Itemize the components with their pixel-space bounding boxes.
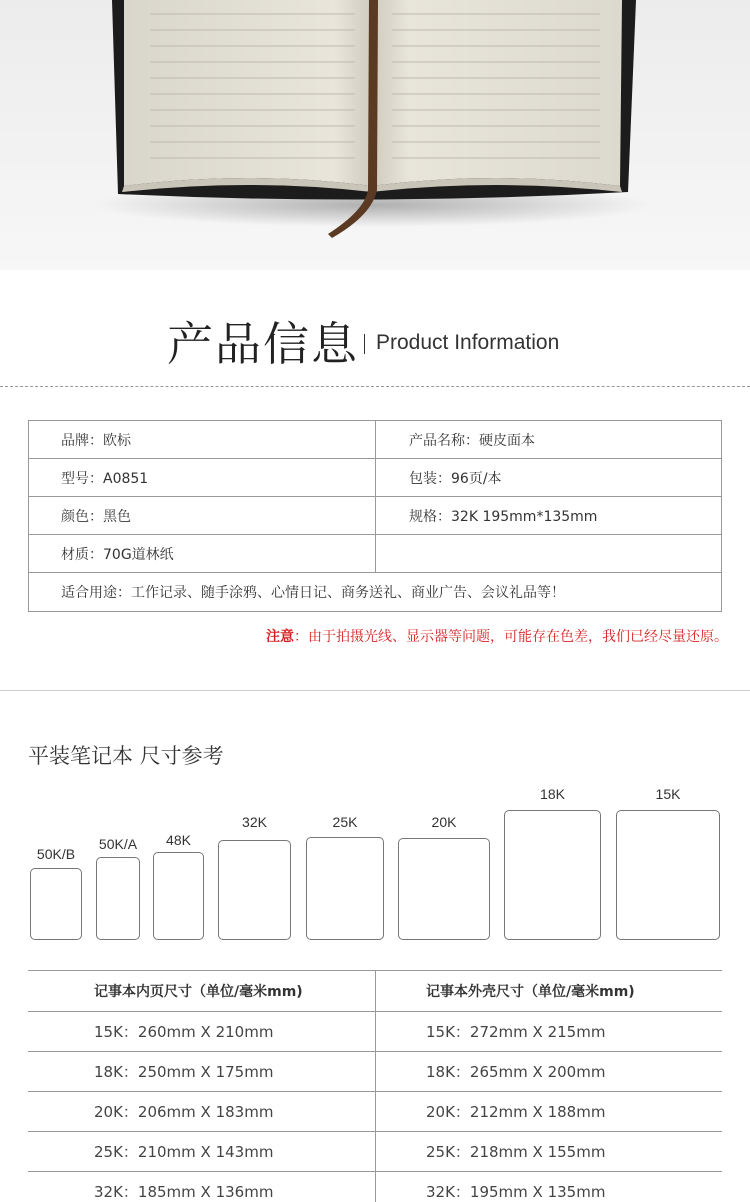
- size-label-20k: 20K: [431, 814, 457, 830]
- size-label-50kb: 50K/B: [36, 846, 76, 862]
- inner-size-cell: 18K：250mm X 175mm: [94, 1063, 274, 1081]
- product-name-cell: 产品名称：硬皮面本: [375, 421, 721, 458]
- brand-cell: 品牌：欧标: [61, 432, 131, 449]
- color-cell: 颜色：黑色: [61, 508, 131, 525]
- empty-cell: [375, 535, 721, 572]
- notebook-shape-20k: [398, 838, 490, 940]
- table-row: [29, 535, 721, 573]
- usage-cell: 适合用途：工作记录、随手涂鸦、心情日记、商务送礼、商业广告、会议礼品等！: [61, 585, 565, 601]
- size-label-18k: 18K: [540, 786, 565, 802]
- section-title-en: Product Information: [376, 331, 560, 354]
- title-divider: [364, 334, 365, 354]
- notebook-shape-15k: [616, 810, 720, 940]
- notebook-shape-18k: [504, 810, 601, 940]
- notebook-shape-48k: [153, 852, 204, 940]
- table-row: [28, 1052, 722, 1092]
- model-cell: 型号：A0851: [61, 470, 149, 487]
- dimensions-table: [28, 970, 722, 1202]
- inner-size-cell: 15K：260mm X 210mm: [94, 1023, 274, 1041]
- outer-size-cell: 20K：212mm X 188mm: [375, 1092, 722, 1131]
- section-divider: [0, 690, 750, 691]
- notebook-shape-50ka: [96, 857, 140, 940]
- size-label-32k: 32K: [242, 814, 267, 830]
- inner-size-cell: 20K：206mm X 183mm: [94, 1103, 274, 1121]
- outer-size-header: 记事本外壳尺寸（单位/毫米mm): [375, 971, 722, 1011]
- spec-cell: 规格：32K 195mm*135mm: [375, 497, 721, 534]
- material-cell: 材质：70G道林纸: [61, 546, 174, 563]
- notebook-shape-32k: [218, 840, 291, 940]
- open-notebook-image: [0, 0, 750, 270]
- table-row: [28, 1172, 722, 1202]
- notebook-shape-25k: [306, 837, 384, 940]
- notice-text: ：由于拍摄光线、显示器等问题，可能存在色差，我们已经尽量还原。: [294, 629, 728, 645]
- notebook-photo: [0, 0, 750, 270]
- size-label-48k: 48K: [166, 832, 191, 848]
- notice-label: 注意: [266, 629, 294, 645]
- size-label-50ka: 50K/A: [98, 836, 138, 852]
- inner-size-cell: 25K：210mm X 143mm: [94, 1143, 274, 1161]
- table-row: [28, 1132, 722, 1172]
- size-label-15k: 15K: [655, 786, 681, 802]
- notebook-shape-50kb: [30, 868, 82, 940]
- package-cell: 包装：96页/本: [375, 459, 721, 496]
- table-row: [28, 1092, 722, 1132]
- outer-size-cell: 25K：218mm X 155mm: [375, 1132, 722, 1171]
- outer-size-cell: 18K：265mm X 200mm: [375, 1052, 722, 1091]
- table-row: [28, 1012, 722, 1052]
- size-label-25k: 25K: [332, 814, 358, 830]
- table-row: [29, 459, 721, 497]
- table-header-row: [28, 970, 722, 1012]
- outer-size-cell: 15K：272mm X 215mm: [375, 1012, 722, 1051]
- color-notice: [266, 626, 728, 646]
- inner-size-header: 记事本内页尺寸（单位/毫米mm): [94, 984, 303, 1000]
- section-title-cn: 产品信息: [167, 317, 359, 371]
- table-row: [29, 573, 721, 611]
- table-row: [29, 421, 721, 459]
- dashed-divider: [0, 386, 750, 387]
- outer-size-cell: 32K：195mm X 135mm: [375, 1172, 722, 1202]
- inner-size-cell: 32K：185mm X 136mm: [94, 1183, 274, 1201]
- section-header: [0, 300, 750, 370]
- size-reference-title: 平装笔记本 尺寸参考: [28, 744, 224, 768]
- product-info-table: [28, 420, 722, 612]
- table-row: [29, 497, 721, 535]
